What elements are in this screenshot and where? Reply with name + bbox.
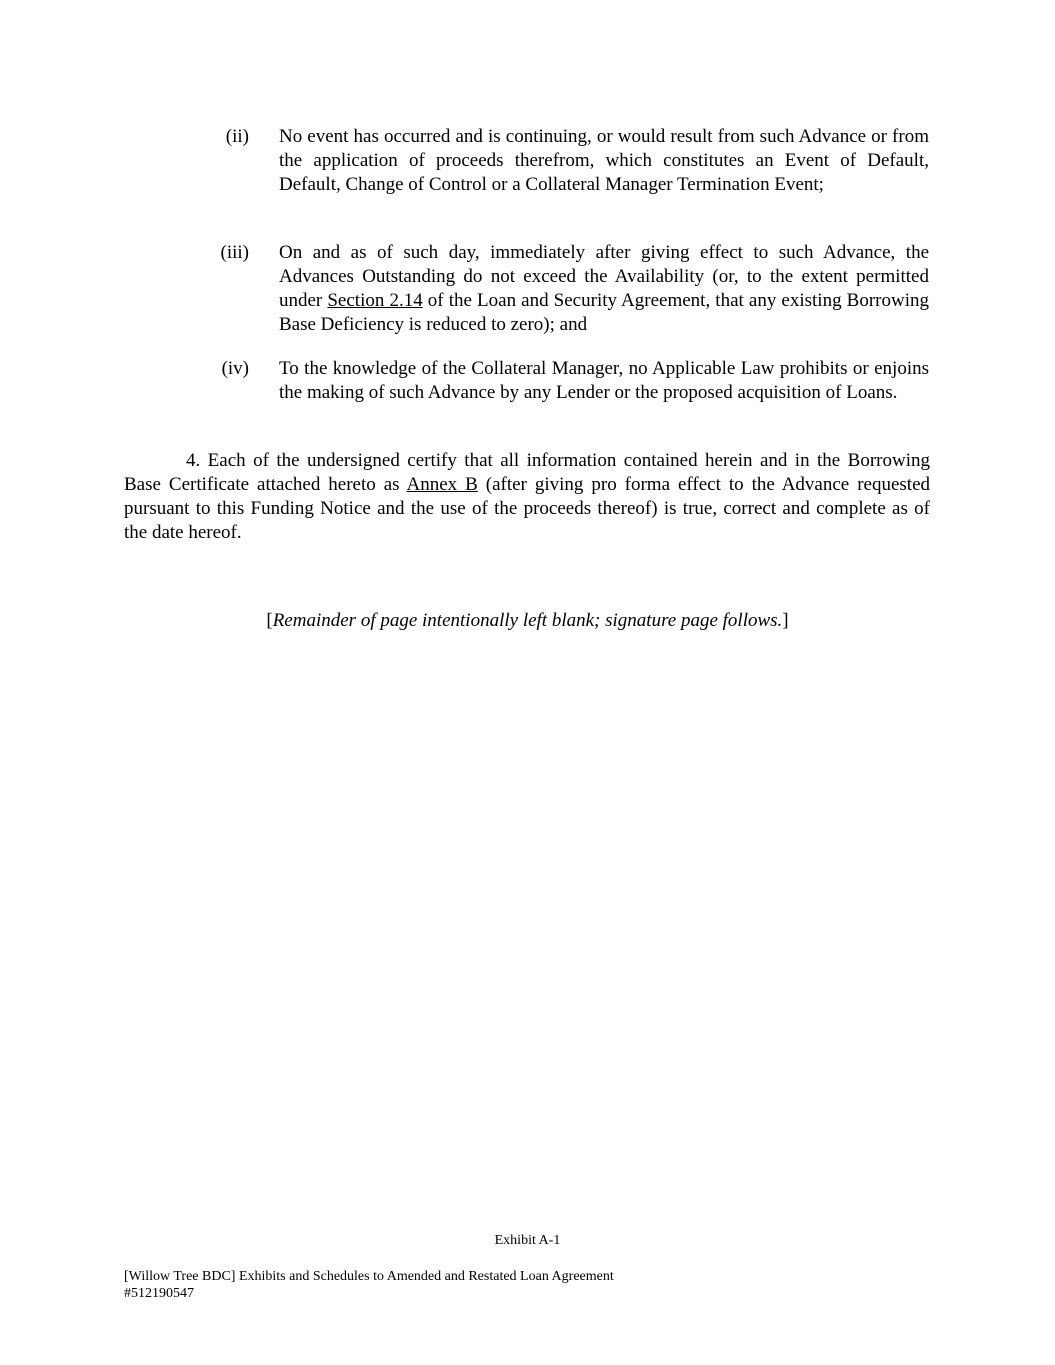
document-footer	[124, 1268, 614, 1302]
remainder-text: Remainder of page intentionally left blank; signature page follows.	[272, 610, 783, 631]
section-reference: Section 2.14	[327, 290, 423, 311]
paragraph-4	[124, 449, 930, 545]
clause-number: (iv)	[221, 358, 249, 379]
document-title: [Willow Tree BDC] Exhibits and Schedules to Amended and Restated Loan Agreement	[124, 1269, 614, 1284]
clause-text: No event has occurred and is continuing, or would result from such Advance or from the application of proceeds therefrom, which constitutes an Event of Default, Default, Change of Control or a Collateral Manager Termination Event;	[279, 126, 929, 195]
remainder-note: [Remainder of page intentionally left blank; signature page follows.]	[266, 610, 789, 631]
paragraph-text-end: (after giving pro forma effect to the Advance requested pursuant to this Funding Notice and the use of the proceeds thereof) is true, correct and complete as of the date hereof.	[124, 474, 931, 543]
document-number: #512190547	[124, 1286, 194, 1301]
clause-text: To the knowledge of the Collateral Manager, no Applicable Law prohibits or enjoins the making of such Advance by any Lender or the proposed acquisition of Loans.	[279, 358, 929, 403]
clause-number: (iii)	[220, 242, 249, 263]
paragraph-text-start: 4. Each of the undersigned certify that all information contained herein and in the Borrowing Base Certificate attached hereto as	[124, 450, 930, 495]
clause-text	[279, 241, 929, 337]
clause-text-end: of the Loan and Security Agreement, that any existing Borrowing Base Deficiency is reduced to zero); and	[279, 290, 929, 335]
clause-number: (ii)	[225, 126, 249, 147]
exhibit-label: Exhibit A-1	[494, 1233, 561, 1248]
clause-text-start: On and as of such day, immediately after giving effect to such Advance, the Advances Outstanding do not exceed the Availability (or, to the extent permitted under	[279, 242, 929, 311]
annex-reference: Annex B	[406, 474, 478, 495]
